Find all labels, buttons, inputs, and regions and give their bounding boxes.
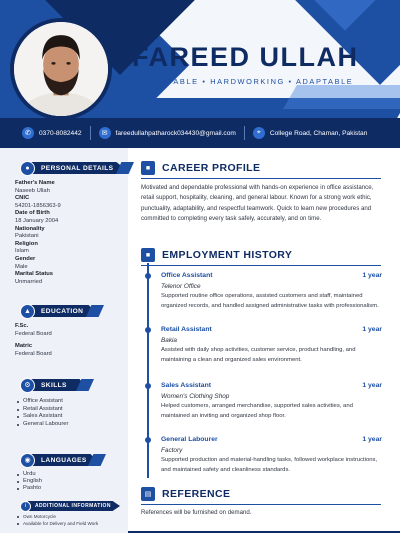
skills-heading: ⚙ SKILLS: [20, 377, 90, 393]
job-entry: [161, 436, 382, 475]
location-pin-icon: ⌖: [253, 127, 265, 139]
candidate-name: FAREED ULLAH: [132, 42, 359, 72]
job-duration: 1 year: [362, 436, 382, 443]
address-text: College Road, Chaman, Pakistan: [269, 129, 368, 137]
job-description: Supported routine office operations, assisted customers and staff, maintained organized records, and handled assigned administrative tasks with professionalism.: [161, 293, 379, 309]
job-entry: [161, 326, 382, 365]
job-duration: 1 year: [362, 326, 382, 333]
skills-list: [15, 398, 123, 428]
document-icon: ▤: [141, 487, 155, 501]
list-item: Urdu: [15, 471, 123, 478]
detail-row: Gender Male: [15, 255, 36, 270]
career-profile-heading: ■ CAREER PROFILE: [141, 161, 260, 175]
detail-row: Date of Birth 18 January 2004: [15, 210, 59, 224]
email-icon: ✉: [99, 127, 111, 139]
list-item: Own Motorcycle: [15, 513, 123, 520]
gear-icon: ⚙: [20, 378, 35, 393]
info-icon: i: [20, 501, 31, 512]
job-company: Factory: [161, 447, 183, 454]
languages-heading: ◉ LANGUAGES: [20, 452, 102, 468]
section-divider: [141, 265, 381, 266]
briefcase-icon: ■: [141, 161, 155, 175]
job-entry: [161, 272, 382, 311]
timeline-dot: [145, 437, 151, 443]
user-icon: ●: [20, 161, 35, 176]
globe-icon: ◉: [20, 453, 35, 468]
job-entry: [161, 382, 382, 421]
job-description: Supported production and material-handling tasks, followed workplace instructions, and maintained safety and cleanliness standards.: [161, 457, 378, 473]
section-divider: [141, 504, 381, 505]
education-list: [15, 323, 123, 358]
contact-email[interactable]: [99, 127, 236, 139]
list-item: Pashto: [15, 485, 123, 492]
contact-divider: [90, 126, 91, 140]
education-item: F.Sc. Federal Board: [15, 323, 52, 337]
employment-history-heading: ■ EMPLOYMENT HISTORY: [141, 248, 292, 262]
phone-icon: ✆: [22, 127, 34, 139]
job-company: Telenor Office: [161, 283, 201, 290]
detail-row: Marital Status Unmarried: [15, 271, 54, 285]
candidate-tagline: DEPENDABLE • HARDWORKING • ADAPTABLE: [133, 77, 354, 86]
list-item: Sales Assistant: [15, 413, 123, 421]
job-title: Office Assistant: [161, 272, 213, 279]
list-item: Available for Delivery and Field Work: [15, 520, 123, 527]
languages-list: [15, 471, 123, 493]
timeline-dot: [145, 327, 151, 333]
email-text: fareedullahpatharock034430@gmail.com: [115, 129, 236, 137]
list-item: Office Assistant: [15, 398, 123, 406]
detail-row: CNIC 54201-1856363-9: [15, 195, 61, 209]
contact-divider: [244, 126, 245, 140]
job-title: Retail Assistant: [161, 326, 212, 333]
job-title: Sales Assistant: [161, 382, 211, 389]
graduation-cap-icon: ▲: [20, 304, 35, 319]
detail-row: Religion Islam: [15, 240, 38, 255]
additional-info-heading: i ADDITIONAL INFORMATION: [20, 500, 120, 512]
section-divider: [141, 178, 381, 179]
job-description: Assisted with daily shop activities, customer service, product handling, and maintaining a clean and organized sales environment.: [161, 347, 356, 363]
job-description: Helped customers, arranged merchandise, supported sales activities, and maintained an inviting and organized shop floor.: [161, 403, 353, 419]
job-company: Women's Clothing Shop: [161, 393, 230, 400]
job-title: General Labourer: [161, 436, 218, 443]
detail-row: Father's Name Naseeb Ullah: [15, 180, 55, 194]
timeline-line: [147, 263, 149, 478]
contact-bar: [0, 118, 400, 148]
list-item: General Labourer: [15, 421, 123, 429]
reference-text: References will be furnished on demand.: [141, 509, 252, 516]
job-company: Bakia: [161, 337, 177, 344]
phone-text: 0370-8082442: [39, 129, 82, 137]
job-duration: 1 year: [362, 382, 382, 389]
contact-address: [253, 127, 368, 139]
timeline-dot: [145, 383, 151, 389]
personal-details-list: [15, 180, 123, 286]
detail-row: Nationality Pakistani: [15, 225, 45, 240]
additional-info-list: [15, 513, 123, 527]
career-profile-text: Motivated and dependable professional with hands-on experience in office assistance, retail support, hospitality, cleaning, and general labour. Known for a strong work ethic, punctuality, adaptability, and respectful teamwork. Quick to learn new procedures and committed to completing every task safely, accurately, and on time.: [141, 184, 374, 222]
list-item: English: [15, 478, 123, 485]
list-item: Retail Assistant: [15, 406, 123, 414]
briefcase-icon: ■: [141, 248, 155, 262]
timeline-dot: [145, 273, 151, 279]
job-duration: 1 year: [362, 272, 382, 279]
personal-details-heading: ● PERSONAL DETAILS: [20, 160, 125, 176]
profile-photo: [14, 22, 108, 116]
education-item: Matric Federal Board: [15, 343, 52, 357]
contact-phone[interactable]: [22, 127, 82, 139]
education-heading: ▲ EDUCATION: [20, 303, 100, 319]
avatar: [10, 18, 112, 120]
reference-heading: ▤ REFERENCE: [141, 487, 230, 501]
header-decor-shape: [283, 85, 400, 109]
